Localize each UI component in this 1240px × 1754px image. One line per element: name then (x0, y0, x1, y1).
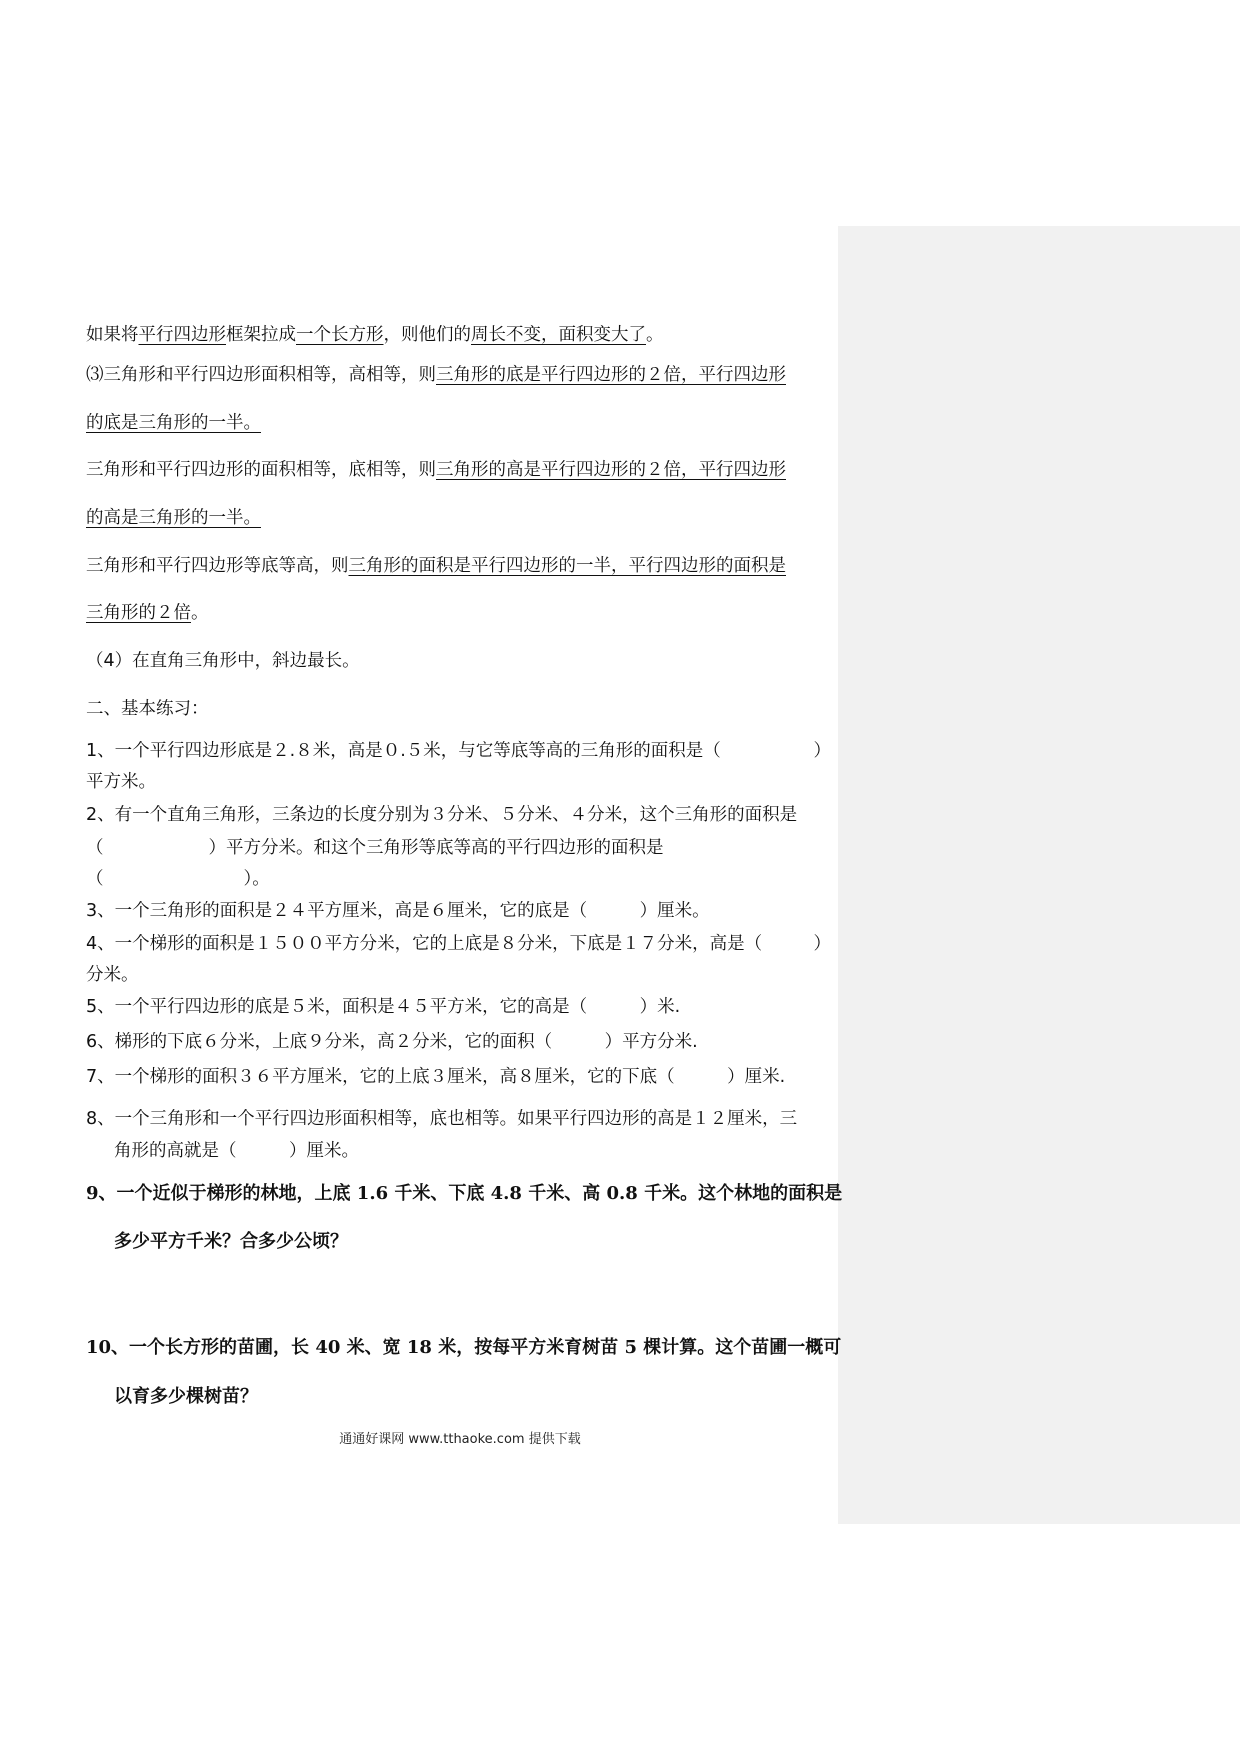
question-2 (86, 802, 831, 828)
question-text: 4、一个梯形的面积是１５００平方分米，它的上底是８分米，下底是１７分米，高是（ (86, 934, 763, 954)
review-line-3 (86, 410, 831, 436)
question-10-cont (114, 1384, 831, 1410)
question-3 (86, 898, 831, 924)
question-text: 8、一个三角形和一个平行四边形面积相等，底也相等。如果平行四边形的高是１２厘米，三 (86, 1109, 798, 1129)
text-segment: 。 (646, 325, 664, 345)
question-text: 6、梯形的下底６分米，上底９分米，高２分米，它的面积（ ）平方分米. (86, 1032, 698, 1052)
question-7 (86, 1064, 831, 1090)
question-text: 3、一个三角形的面积是２４平方厘米，高是６厘米，它的底是（ ）厘米。 (86, 901, 710, 921)
question-text: ） (813, 934, 831, 954)
question-text: 10、一个长方形的苗圃，长 40 米、宽 18 米，按每平方米育树苗 5 棵计算。这个苗圃一概可 (86, 1337, 842, 1358)
review-line-5 (86, 505, 831, 531)
question-text: 角形的高就是（ ）厘米。 (114, 1141, 359, 1161)
comment-margin-pane (838, 226, 1240, 1524)
underlined-segment: 三角形的高是平行四边形的２倍，平行四边形 (436, 460, 786, 480)
text-segment: 如果将 (86, 325, 139, 345)
review-line-6 (86, 553, 831, 579)
underlined-segment: 平行四边形 (138, 325, 226, 345)
text-segment: （4）在直角三角形中，斜边最长。 (86, 651, 360, 671)
question-8-cont (114, 1138, 831, 1164)
underlined-segment: 三角形的２倍 (86, 603, 191, 623)
question-text: 5、一个平行四边形的底是５米，面积是４５平方米，它的高是（ ）米. (86, 997, 681, 1017)
question-text: 以育多少棵树苗？ (114, 1386, 258, 1407)
question-text: （ ）平方分米。和这个三角形等底等高的平行四边形的面积是 (86, 838, 664, 858)
text-segment: 三角形和平行四边形的面积相等，底相等，则 (86, 460, 436, 480)
text-segment: 二、基本练习： (86, 699, 209, 719)
question-9-cont (114, 1229, 831, 1255)
question-text: ） (813, 741, 831, 761)
underlined-segment: 三角形的底是平行四边形的２倍，平行四边形 (436, 365, 786, 385)
question-10 (86, 1335, 842, 1361)
question-text: 2、有一个直角三角形，三条边的长度分别为３分米、５分米、４分米，这个三角形的面积是 (86, 805, 798, 825)
question-2-cont (86, 835, 831, 861)
text-segment: 三角形和平行四边形等底等高，则 (86, 556, 349, 576)
text-segment: ⑶三角形和平行四边形面积相等，高相等，则 (86, 365, 436, 385)
underlined-segment: 周长不变，面积变大了 (471, 325, 646, 345)
review-line-7 (86, 600, 831, 626)
section-heading (86, 696, 831, 722)
question-9 (86, 1181, 843, 1207)
question-1 (86, 738, 831, 764)
question-text: 7、一个梯形的面积３６平方厘米，它的上底３厘米，高８厘米，它的下底（ ）厘米. (86, 1067, 786, 1087)
question-text: （ ）。 (86, 869, 270, 889)
underlined-segment: 的底是三角形的一半。 (86, 413, 261, 433)
question-6 (86, 1029, 831, 1055)
question-2-cont (86, 866, 831, 892)
review-line-8 (86, 648, 831, 674)
underlined-segment: 的高是三角形的一半。 (86, 508, 261, 528)
review-line-1 (86, 322, 831, 348)
question-4 (86, 931, 831, 957)
question-text: 分米。 (86, 965, 139, 985)
text-segment: 框架拉成 (226, 325, 296, 345)
question-1-cont (86, 769, 831, 795)
text-segment: 。 (191, 603, 209, 623)
underlined-segment: 三角形的面积是平行四边形的一半，平行四边形的面积是 (348, 556, 786, 576)
text-segment: ，则他们的 (383, 325, 471, 345)
question-text: 1、一个平行四边形底是２.８米，高是０.５米，与它等底等高的三角形的面积是（ (86, 741, 721, 761)
question-8 (86, 1106, 831, 1132)
underlined-segment: 一个长方形 (296, 325, 384, 345)
question-4-cont (86, 962, 831, 988)
question-text: 平方米。 (86, 772, 156, 792)
question-text: 9、一个近似于梯形的林地，上底 1.6 千米、下底 4.8 千米、高 0.8 千米。这个林地的面积是 (86, 1183, 843, 1204)
page-footer: 通通好课网 www.tthaoke.com 提供下载 (339, 1432, 581, 1447)
review-line-2 (86, 362, 831, 388)
review-line-4 (86, 457, 831, 483)
question-text: 多少平方千米？合多少公顷？ (114, 1231, 348, 1252)
question-5 (86, 994, 831, 1020)
